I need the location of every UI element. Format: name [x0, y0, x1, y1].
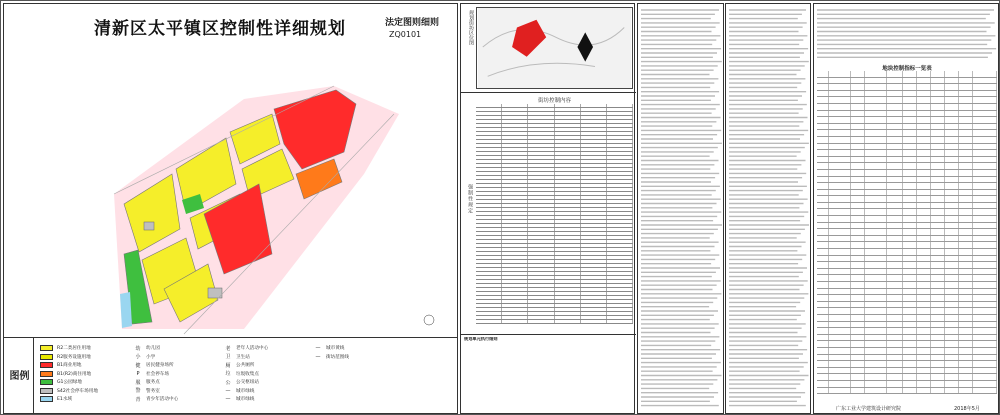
legend-item — [40, 361, 98, 370]
legend-item — [40, 395, 98, 404]
legend-swatch — [40, 388, 53, 394]
legend-item — [224, 344, 268, 353]
legend-label: E1水域 — [57, 397, 73, 403]
table-row — [817, 209, 997, 216]
legend-col-facility — [134, 344, 178, 404]
table-row — [817, 170, 997, 177]
legend-col-lines — [314, 344, 349, 361]
table-row — [817, 91, 997, 98]
table-row — [817, 262, 997, 269]
legend-item — [224, 370, 268, 379]
legend-label: R2服务设施用地 — [57, 354, 91, 360]
table-row — [817, 111, 997, 118]
legend-item — [134, 387, 178, 396]
table-row — [817, 289, 997, 296]
legend-item — [134, 361, 178, 370]
legend-item — [224, 395, 268, 404]
table-row — [817, 157, 997, 164]
table-row — [817, 242, 997, 249]
legend-label: B1商业用地 — [57, 363, 82, 369]
legend-swatch — [40, 371, 53, 377]
legend-label: G1公园绿地 — [57, 380, 82, 386]
legend-item — [40, 353, 98, 362]
control-table-title: 街坊控制内容 — [537, 98, 571, 104]
legend-swatch — [40, 396, 53, 402]
footer-institute: 广东工业大学建筑设计研究院 — [836, 406, 902, 412]
legend-label: 城市绿线 — [236, 388, 255, 394]
legend-label: S42社会停车场用地 — [57, 388, 98, 394]
legend-item — [40, 370, 98, 379]
legend-col-facility-2 — [224, 344, 268, 404]
legend-label: R2二类居住用地 — [57, 346, 91, 352]
footer-date: 2018年5月 — [954, 406, 980, 412]
table-row — [817, 381, 997, 388]
legend-label: 幼儿园 — [146, 346, 160, 352]
table-row — [817, 361, 997, 368]
legend-label: 图例 — [6, 338, 34, 414]
table-row — [817, 177, 997, 184]
legend-symbol-icon: 小 — [135, 354, 141, 361]
table-row — [817, 302, 997, 309]
table-row — [817, 190, 997, 197]
legend-swatch — [40, 345, 53, 351]
legend-label: B1(R2)商住用地 — [57, 371, 92, 377]
legend-item — [134, 370, 178, 379]
legend-item — [224, 361, 268, 370]
legend-symbol-icon: 服 — [135, 379, 141, 386]
table-row — [817, 84, 997, 91]
table-row — [817, 203, 997, 210]
table-row — [817, 282, 997, 289]
middle-column — [460, 3, 635, 414]
legend-symbol-icon: — — [315, 345, 321, 352]
table-row — [817, 78, 997, 85]
legend-item — [224, 378, 268, 387]
table-row — [817, 315, 997, 322]
table-row — [817, 216, 997, 223]
legend-label: 公交枢纽站 — [236, 380, 259, 386]
table-row — [817, 368, 997, 375]
legend-item — [134, 395, 178, 404]
text-column-1 — [637, 3, 724, 414]
legend — [4, 337, 458, 414]
table-row — [817, 97, 997, 104]
legend-label: 服务点 — [146, 380, 160, 386]
legend-item — [314, 353, 349, 362]
table-row — [817, 223, 997, 230]
legend-item — [314, 344, 349, 353]
table-row — [817, 328, 997, 335]
control-table — [476, 104, 633, 324]
legend-item — [134, 344, 178, 353]
land-use-map — [4, 4, 458, 337]
law-code: ZQ0101 — [389, 30, 422, 39]
legend-item — [224, 387, 268, 396]
table-row — [817, 196, 997, 203]
table-row — [817, 137, 997, 144]
table-row — [817, 249, 997, 256]
index-table — [817, 71, 997, 394]
legend-label: 小学 — [146, 354, 156, 360]
table-row — [817, 117, 997, 124]
legend-label: 公共厕所 — [236, 363, 255, 369]
legend-symbol-icon: P — [136, 370, 140, 377]
legend-symbol-icon: 垃 — [225, 371, 231, 378]
table-row — [817, 269, 997, 276]
legend-symbol-icon: 健 — [135, 362, 141, 369]
text-column-2 — [725, 3, 811, 414]
legend-label: 青少年活动中心 — [146, 397, 179, 403]
table-row — [817, 374, 997, 381]
table-row — [817, 335, 997, 342]
index-table-panel — [813, 3, 999, 414]
table-row — [817, 163, 997, 170]
table-row — [817, 104, 997, 111]
table-row — [817, 130, 997, 137]
table-row — [817, 144, 997, 151]
legend-symbol-icon: 厕 — [225, 362, 231, 369]
table-row — [817, 183, 997, 190]
table-row — [817, 256, 997, 263]
legend-item — [224, 353, 268, 362]
table-row — [817, 308, 997, 315]
legend-label: 居民健身场所 — [146, 363, 174, 369]
table-row — [817, 150, 997, 157]
legend-item — [40, 344, 98, 353]
legend-swatch — [40, 354, 53, 360]
block-s42-2 — [144, 222, 154, 230]
legend-label: 警务室 — [146, 388, 160, 394]
legend-col-landuse — [40, 344, 98, 404]
legend-symbol-icon: 卫 — [225, 354, 231, 361]
legend-item — [134, 378, 178, 387]
legend-item — [40, 378, 98, 387]
legend-label: 垃圾收集点 — [236, 371, 259, 377]
legend-symbol-icon: 老 — [225, 345, 231, 352]
legend-label: 社会停车场 — [146, 371, 169, 377]
legend-item — [134, 353, 178, 362]
law-title: 法定图则细则 — [385, 18, 440, 28]
legend-symbol-icon: 警 — [135, 388, 141, 395]
legend-symbol-icon: 青 — [135, 396, 141, 403]
table-row — [817, 236, 997, 243]
location-map — [476, 7, 633, 89]
execution-rules: 规划单元执行细则 — [464, 337, 498, 341]
table-row — [817, 341, 997, 348]
legend-symbol-icon: — — [225, 387, 231, 394]
legend-swatch — [40, 379, 53, 385]
legend-label: 街坊范围线 — [326, 354, 349, 360]
legend-swatch — [40, 362, 53, 368]
legend-item — [40, 387, 98, 396]
legend-symbol-icon: — — [225, 396, 231, 403]
table-row — [817, 295, 997, 302]
legend-symbol-icon: 幼 — [135, 345, 141, 352]
legend-label: 城市绿线 — [236, 397, 255, 403]
table-row — [817, 71, 997, 78]
compass-icon — [424, 315, 434, 325]
legend-label: 老年人活动中心 — [236, 346, 269, 352]
block-e1 — [120, 292, 132, 328]
table-row — [476, 320, 633, 324]
legend-label: 卫生站 — [236, 354, 250, 360]
legend-label: 城市黄线 — [326, 346, 345, 352]
table-row — [817, 388, 997, 395]
page-title: 清新区太平镇区控制性详细规划 — [94, 19, 346, 39]
main-map-panel — [3, 3, 458, 414]
table-row — [817, 348, 997, 355]
table-row — [817, 275, 997, 282]
index-table-title: 地块控制指标一览表 — [882, 66, 932, 72]
legend-symbol-icon: 公 — [225, 379, 231, 386]
table-row — [817, 229, 997, 236]
table-row — [817, 322, 997, 329]
mandatory-tag: 强制性规定 — [467, 184, 473, 214]
legend-symbol-icon: — — [315, 353, 321, 360]
table-row — [817, 355, 997, 362]
location-label: 规划街坊区位图 — [468, 10, 474, 45]
table-row — [817, 124, 997, 131]
